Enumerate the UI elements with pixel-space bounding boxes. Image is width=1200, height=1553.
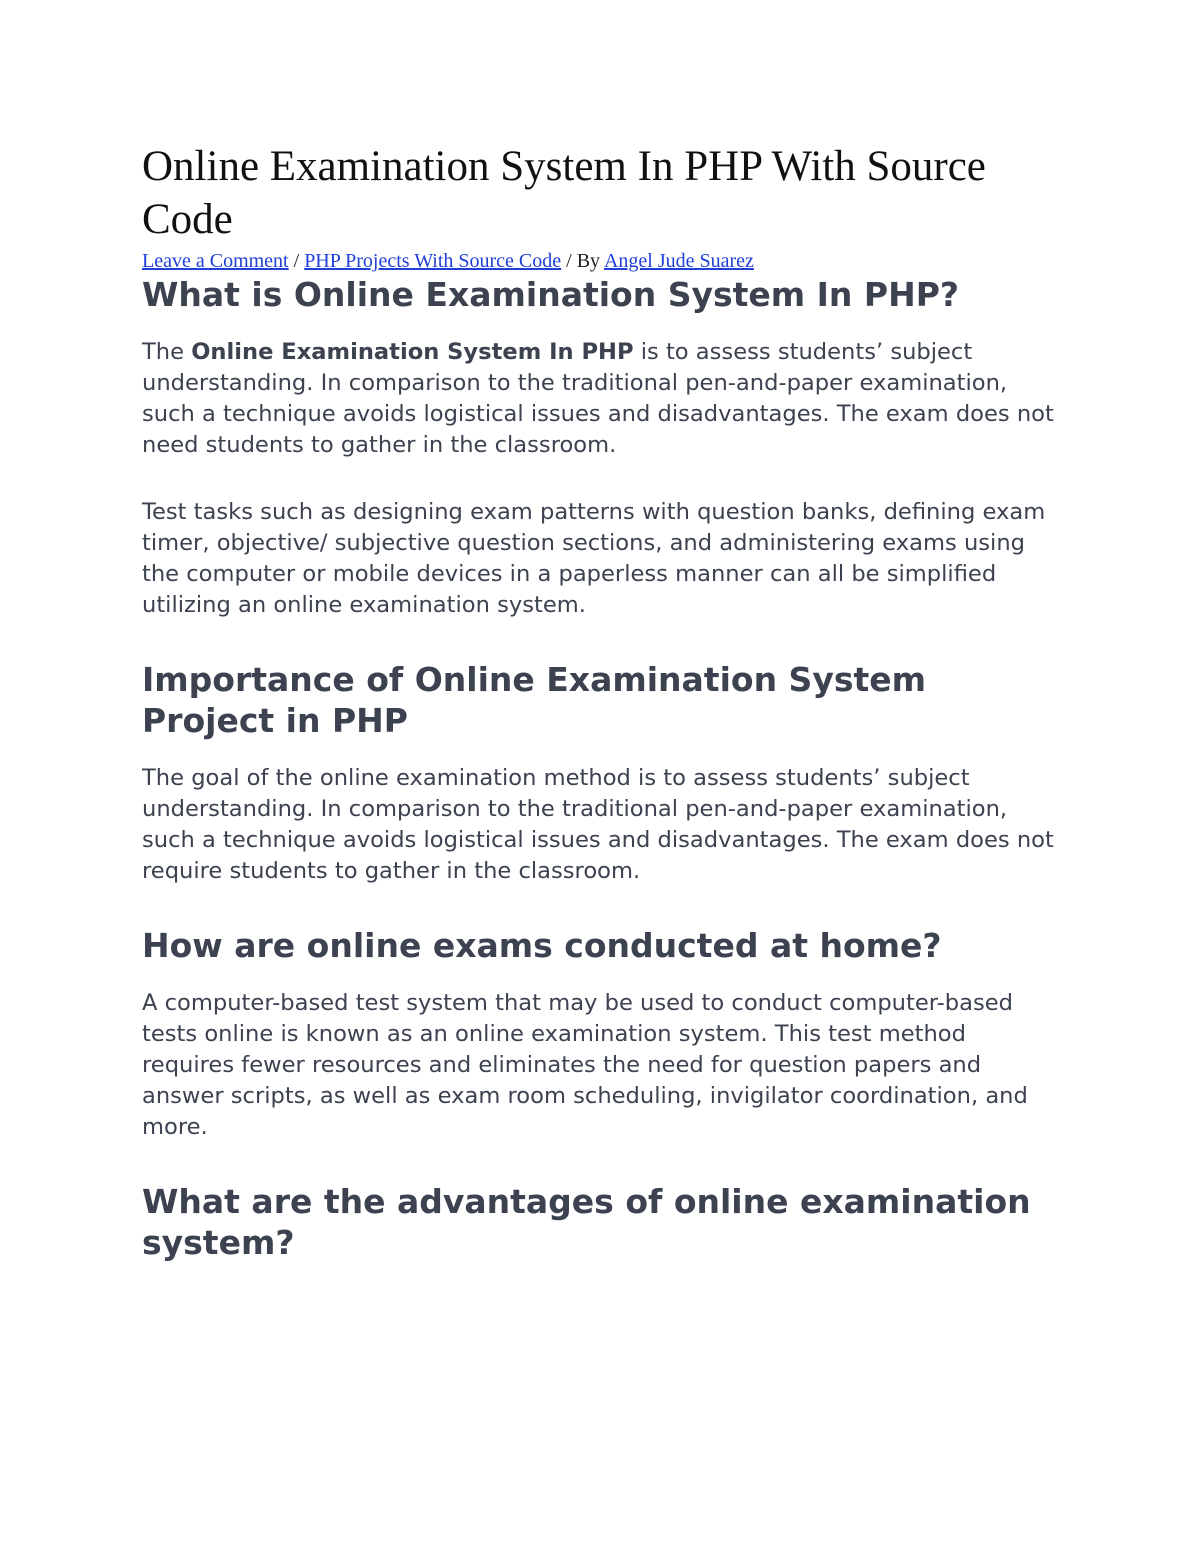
paragraph-intro-rest: is to assess students’ subject understanding. In comparison to the traditional pen-and-paper examination, such a technique avoids logistical issues and disadvantages. The exam does not need students to gather in the classroom. [142,339,1054,458]
author-link[interactable]: Angel Jude Suarez [603,250,754,272]
paragraph-intro [142,337,1062,461]
category-link[interactable]: PHP Projects With Source Code [304,250,562,272]
section-heading-importance: Importance of Online Examination System Project in PHP [142,660,927,740]
document-title: Online Examination System In PHP With Source Code [142,143,986,243]
meta-separator: / [288,250,305,272]
paragraph-intro-bold: Online Examination System In PHP [191,339,634,365]
section-heading-advantages: What are the advantages of online examination system? [142,1182,1031,1262]
post-meta [142,248,1062,274]
paragraph-how-conducted: A computer-based test system that may be used to conduct computer-based tests online is known as an online examination system. This test method requires fewer resources and eliminates the need for question papers and answer scripts, as well as exam room scheduling, invigilator coordination, and more. [142,990,1028,1140]
paragraph-test-tasks: Test tasks such as designing exam patterns with question banks, defining exam timer, objective/ subjective question sections, and administering exams using the computer or mobile devices in a paperless manner can all be simplified utilizing an online examination system. [142,499,1046,618]
paragraph-intro-prefix: The [142,339,192,365]
paragraph-importance: The goal of the online examination method is to assess students’ subject understanding. In comparison to the traditional pen-and-paper examination, such a technique avoids logistical issues and disadvantages. The exam does not require students to gather in the classroom. [142,765,1054,884]
section-heading-how-conducted: How are online exams conducted at home? [142,926,942,965]
section-heading-what-is: What is Online Examination System In PHP? [142,275,960,314]
meta-by-label: / By [561,250,604,272]
document-page [142,140,1062,1263]
leave-comment-link[interactable]: Leave a Comment [142,250,289,272]
